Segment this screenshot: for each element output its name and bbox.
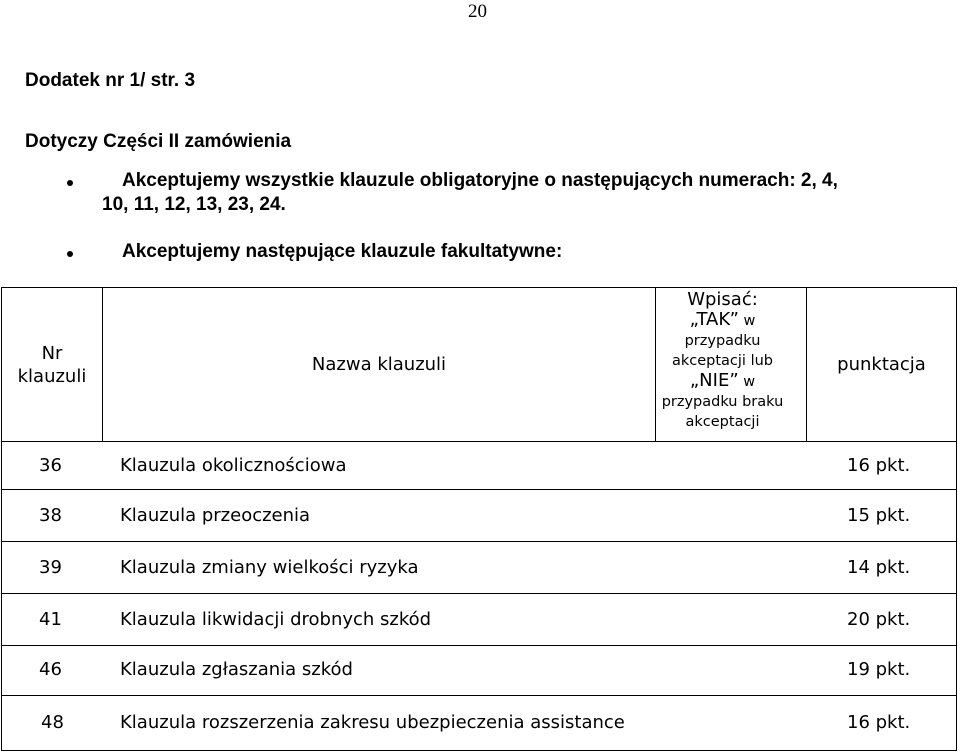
row-nr: 36 [39,455,62,476]
header-wpisac [655,290,790,432]
row-points: 15 pkt. [847,505,911,526]
row-points: 19 pkt. [847,659,911,680]
page-number: 20 [468,1,487,22]
bullet-2-line-1: Akceptujemy następujące klauzule fakultatywne: [122,241,563,262]
row-name: Klauzula okolicznościowa [120,455,347,476]
header-nr [2,342,102,388]
table-rule [1,593,957,594]
wpisac-line-3: przypadku [684,333,761,349]
wpisac-line-2 [655,310,790,331]
row-name: Klauzula zgłaszania szkód [120,659,353,680]
wpisac-nie: „NIE” [689,370,739,391]
table-border-top [1,287,957,288]
bullet-1-line-2: 10, 11, 12, 13, 23, 24. [102,194,286,215]
bullet-dot [67,180,73,186]
row-name: Klauzula zmiany wielkości ryzyka [120,557,419,578]
table-rule [1,489,957,490]
document-heading: Dodatek nr 1/ str. 3 [25,70,196,91]
wpisac-line-7: akceptacji [685,414,760,430]
row-points: 20 pkt. [847,609,911,630]
row-nr: 46 [39,659,62,680]
header-nr-line-1: Nr [41,343,63,364]
table-rule [1,541,957,542]
wpisac-line-6: przypadku braku [661,394,784,410]
table-border-right [956,287,957,751]
wpisac-w-2: w [743,374,756,390]
table-rule [1,441,957,442]
table-border-bottom [1,750,957,751]
document-subheading: Dotyczy Części II zamówienia [25,131,292,152]
table-rule [1,645,957,646]
row-name: Klauzula przeoczenia [120,505,311,526]
wpisac-line-4: akceptacji lub [671,353,773,369]
wpisac-line-5 [655,371,790,392]
header-points: punktacja [837,354,926,375]
bullet-1-line-1: Akceptujemy wszystkie klauzule obligatoryjne o następujących numerach: 2, 4, [122,170,838,191]
row-points: 16 pkt. [847,712,911,733]
bullet-dot [67,251,73,257]
row-points: 16 pkt. [847,455,911,476]
wpisac-line-1: Wpisać: [687,289,758,310]
row-name: Klauzula rozszerzenia zakresu ubezpieczenia assistance [120,712,625,733]
row-nr: 48 [41,712,64,733]
table-rule [1,695,957,696]
header-nr-line-2: klauzuli [17,366,87,387]
header-name: Nazwa klauzuli [311,354,447,375]
wpisac-tak: „TAK” [689,309,739,330]
wpisac-w-1: w [743,313,756,329]
row-nr: 38 [39,505,62,526]
row-nr: 39 [39,557,62,578]
row-name: Klauzula likwidacji drobnych szkód [120,609,432,630]
row-nr: 41 [39,609,62,630]
row-points: 14 pkt. [847,557,911,578]
